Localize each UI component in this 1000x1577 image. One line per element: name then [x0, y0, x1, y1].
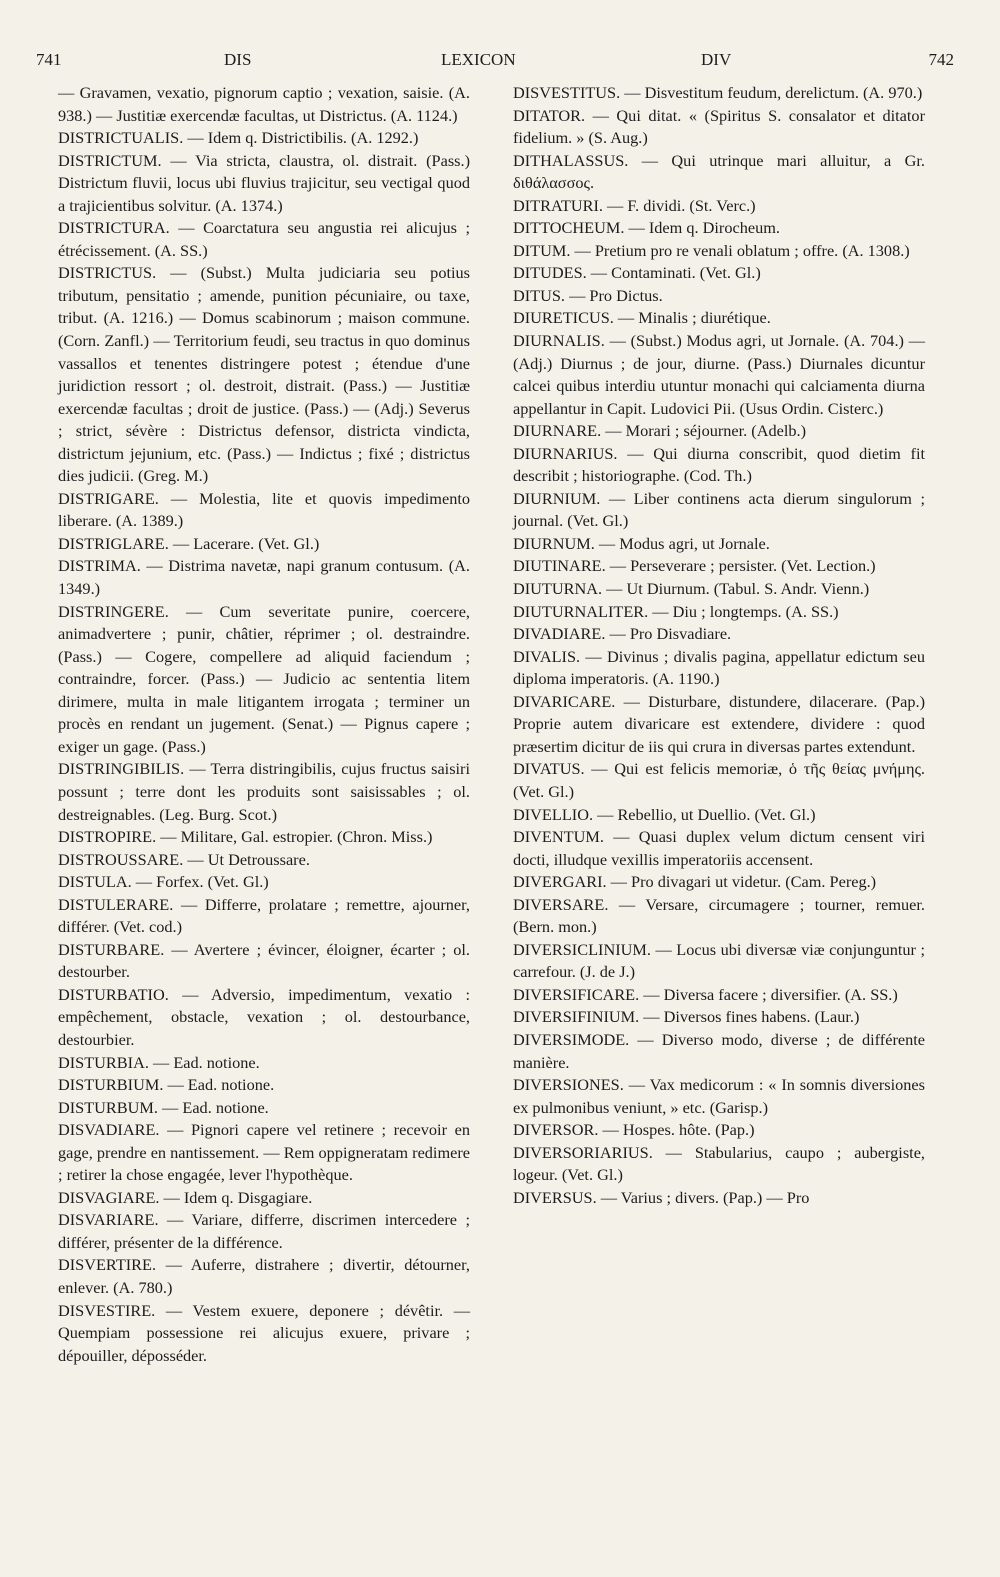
dictionary-entry: DISTURBARE. — Avertere ; évincer, éloigner, écarter ; ol. destourber.	[58, 939, 470, 982]
right-running-head: DIV	[701, 50, 732, 69]
dictionary-entry: DISVAGIARE. — Idem q. Disgagiare.	[58, 1187, 313, 1207]
dictionary-entry: DIVERSUS. — Varius ; divers. (Pap.) — Pro	[513, 1187, 810, 1207]
dictionary-entry: DISTURBUM. — Ead. notione.	[58, 1097, 269, 1117]
dictionary-entry: DIVERSARE. — Versare, circumagere ; tourner, remuer. (Bern. mon.)	[513, 894, 925, 937]
dictionary-entry: DISTURBATIO. — Adversio, impedimentum, vexatio : empêchement, obstacle, vexation ; ol. destourbance, destourbier.	[58, 984, 470, 1049]
dictionary-entry: DISTRINGERE. — Cum severitate punire, coercere, animadvertere ; punir, châtier, réprimer ; ol. destraindre. (Pass.) — Cogere, compellere ad aliquid faciendum ; contraindre, forcer. (Pass.) — Judicio ac sententia litem dirimere, multa in male litigantem irrogata ; terminer un procès en rendant un jugement. (Senat.) — Pignus capere ; exiger un gage. (Pass.)	[58, 601, 470, 756]
right-column	[513, 82, 925, 1209]
left-column	[58, 82, 470, 1367]
dictionary-entry: DIVERSORIARIUS. — Stabularius, caupo ; aubergiste, logeur. (Vet. Gl.)	[513, 1142, 925, 1185]
dictionary-entry: DIVERSIFINIUM. — Diversos fines habens. (Laur.)	[513, 1007, 860, 1027]
dictionary-entry: DIURNARIUS. — Qui diurna conscribit, quod dietim fit describit ; historiographe. (Cod. Th.)	[513, 443, 925, 486]
dictionary-entry: DISTRICTUS. — (Subst.) Multa judiciaria seu potius tributum, pensitatio ; amende, punition pécuniaire, ou taxe, tribut. (A. 1216.) — Domus scabinorum ; maison commune. (Corn. Zanfl.) — Territorium feudi, seu tractus in quo dominus vassallos et tenentes distringere potest ; étendue d'une juridiction ressort ; ol. destroit, distrait. (Pass.) — Justitiæ exercendæ facultas ; droit de justice. (Pass.) — (Adj.) Severus ; strict, sévère : Districtus defensor, districta vindicta, districtum jejunium, etc. (Pass.) — Indictus ; fixé ; districtus dies judicii. (Greg. M.)	[58, 263, 470, 486]
dictionary-entry: DIVALIS. — Divinus ; divalis pagina, appellatur edictum seu diploma imperatoris. (A. 1190.)	[513, 646, 925, 689]
dictionary-entry: DISTRICTUM. — Via stricta, claustra, ol. distrait. (Pass.) Districtum fluvii, locus ubi fluvius trajicitur, seu vectigal quod a trajicientibus solvitur. (A. 1374.)	[58, 150, 470, 215]
page-number-right: 742	[928, 50, 954, 69]
dictionary-entry: DISVARIARE. — Variare, differre, discrimen intercedere ; différer, présenter de la différence.	[58, 1210, 470, 1252]
dictionary-entry: DIUTINARE. — Perseverare ; persister. (Vet. Lection.)	[513, 556, 876, 576]
dictionary-entry: DISVESTITUS. — Disvestitum feudum, derelictum. (A. 970.)	[513, 83, 923, 102]
dictionary-entry: DISVESTIRE. — Vestem exuere, deponere ; dévêtir. — Quempiam possessione rei alicujus exuere, privare ; dépouiller, déposséder.	[58, 1300, 470, 1365]
page-number-left: 741	[36, 50, 62, 69]
dictionary-entry: DITHALASSUS. — Qui utrinque mari alluitur, a Gr. διθάλασσος.	[513, 150, 925, 193]
dictionary-entry: DIVERSIMODE. — Diverso modo, diverse ; de différente manière.	[513, 1029, 925, 1072]
page-header	[36, 50, 954, 76]
dictionary-entry: DIVERSIONES. — Vax medicorum : « In somnis diversiones ex pulmonibus veniunt, » etc. (Garisp.)	[513, 1075, 925, 1117]
dictionary-entry: DIVERGARI. — Pro divagari ut videtur. (Cam. Pereg.)	[513, 872, 877, 892]
lexicon-title: LEXICON	[441, 50, 516, 69]
dictionary-entry: DIVERSICLINIUM. — Locus ubi diversæ viæ conjunguntur ; carrefour. (J. de J.)	[513, 939, 925, 982]
dictionary-entry: DIVERSIFICARE. — Diversa facere ; diversifier. (A. SS.)	[513, 984, 898, 1004]
dictionary-entry: DISTRIGLARE. — Lacerare. (Vet. Gl.)	[58, 533, 320, 553]
dictionary-entry: DIVADIARE. — Pro Disvadiare.	[513, 624, 732, 644]
dictionary-entry: DISTULERARE. — Differre, prolatare ; remettre, ajourner, différer. (Vet. cod.)	[58, 894, 470, 937]
dictionary-entry: DITUDES. — Contaminati. (Vet. Gl.)	[513, 263, 761, 283]
dictionary-entry: DIURNARE. — Morari ; séjourner. (Adelb.)	[513, 421, 807, 441]
dictionary-entry: — Gravamen, vexatio, pignorum captio ; vexation, saisie. (A. 938.) — Justitiæ exercendæ facultas, ut Districtus. (A. 1124.)	[58, 83, 470, 125]
dictionary-entry: DIURNIUM. — Liber continens acta dierum singulorum ; journal. (Vet. Gl.)	[513, 488, 925, 531]
dictionary-entry: DISTRIMA. — Distrima navetæ, napi granum contusum. (A. 1349.)	[58, 556, 470, 599]
dictionary-entry: DIURNALIS. — (Subst.) Modus agri, ut Jornale. (A. 704.) — (Adj.) Diurnus ; de jour, diurne. (Pass.) Diurnales dicuntur calcei quibus interdiu utuntur monachi qui calciamenta diurna appellantur in Capit. Ludovici Pii. (Usus Ordin. Cisterc.)	[513, 331, 925, 418]
dictionary-entry: DISTURBIA. — Ead. notione.	[58, 1052, 260, 1072]
dictionary-entry: DITATOR. — Qui ditat. « (Spiritus S. consalator et ditator fidelium. » (S. Aug.)	[513, 105, 925, 148]
dictionary-entry: DISTULA. — Forfex. (Vet. Gl.)	[58, 872, 269, 892]
dictionary-entry: DIUTURNALITER. — Diu ; longtemps. (A. SS.)	[513, 601, 839, 621]
dictionary-entry: DISTURBIUM. — Ead. notione.	[58, 1075, 275, 1095]
dictionary-entry: DIURETICUS. — Minalis ; diurétique.	[513, 308, 771, 328]
dictionary-entry: DISTRINGIBILIS. — Terra distringibilis, cujus fructus saisiri possunt ; terre dont les produits sont saisissables ; ol. destreignables. (Leg. Burg. Scot.)	[58, 759, 470, 824]
left-running-head: DIS	[224, 50, 252, 69]
dictionary-entry: DITUM. — Pretium pro re venali oblatum ; offre. (A. 1308.)	[513, 240, 910, 260]
dictionary-entry: DITRATURI. — F. dividi. (St. Verc.)	[513, 195, 756, 215]
dictionary-entry: DIVATUS. — Qui est felicis memoriæ, ὁ τῆς θείας μνήμης. (Vet. Gl.)	[513, 759, 925, 801]
dictionary-entry: DISVERTIRE. — Auferre, distrahere ; divertir, détourner, enlever. (A. 780.)	[58, 1255, 470, 1297]
dictionary-entry: DIUTURNA. — Ut Diurnum. (Tabul. S. Andr. Vienn.)	[513, 579, 870, 599]
dictionary-entry: DIVARICARE. — Disturbare, distundere, dilacerare. (Pap.) Proprie autem divaricare est extendere, dividere : quod præsertim dicitur de iis qui crura in diversas partes extendunt.	[513, 691, 925, 756]
dictionary-entry: DISTROUSSARE. — Ut Detroussare.	[58, 849, 310, 869]
dictionary-entry: DISVADIARE. — Pignori capere vel retinere ; recevoir en gage, prendre en nantissement. — Rem oppigneratam redimere ; retirer la chose engagée, lever l'hypothèque.	[58, 1120, 470, 1185]
dictionary-entry: DIVENTUM. — Quasi duplex velum dictum censent viri docti, illudque vexillis imperatoriis accensent.	[513, 827, 925, 869]
dictionary-entry: DITUS. — Pro Dictus.	[513, 285, 663, 305]
dictionary-entry: DIURNUM. — Modus agri, ut Jornale.	[513, 533, 770, 553]
dictionary-entry: DISTRICTUALIS. — Idem q. Districtibilis. (A. 1292.)	[58, 128, 419, 148]
dictionary-entry: DIVERSOR. — Hospes. hôte. (Pap.)	[513, 1120, 755, 1140]
dictionary-entry: DISTRIGARE. — Molestia, lite et quovis impedimento liberare. (A. 1389.)	[58, 488, 470, 531]
dictionary-entry: DISTROPIRE. — Militare, Gal. estropier. (Chron. Miss.)	[58, 827, 433, 847]
dictionary-entry: DIVELLIO. — Rebellio, ut Duellio. (Vet. Gl.)	[513, 804, 816, 824]
dictionary-entry: DITTOCHEUM. — Idem q. Dirocheum.	[513, 218, 780, 238]
dictionary-entry: DISTRICTURA. — Coarctatura seu angustia rei alicujus ; étrécissement. (A. SS.)	[58, 218, 470, 260]
